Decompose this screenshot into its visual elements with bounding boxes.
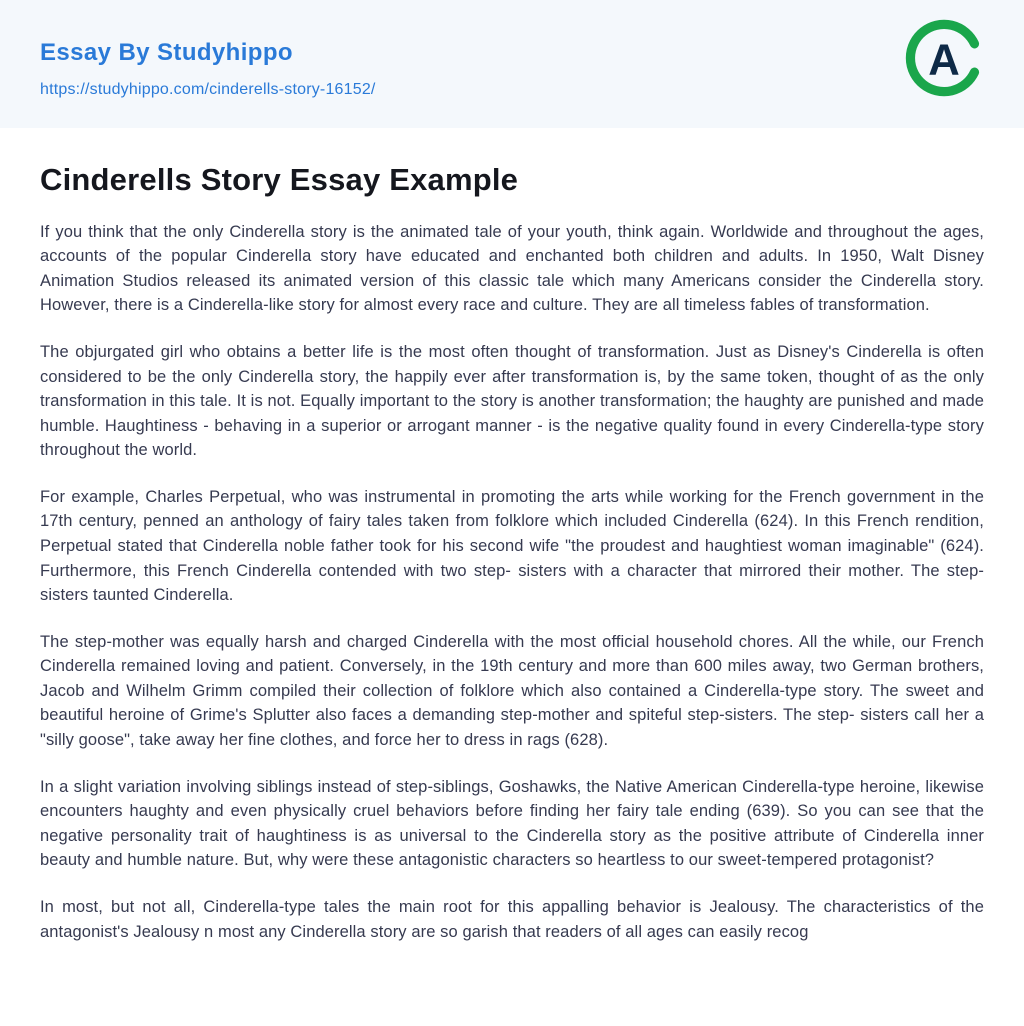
essay-paragraph: The step-mother was equally harsh and charged Cinderella with the most official household chores. All the while, our French Cinderella remained loving and patient. Conversely, in the 19th century and more than 600 miles away, two German brothers, Jacob and Wilhelm Grimm compiled their collection of folklore which also contained a Cinderella-type story. The sweet and beautiful heroine of Grime's Splutter also faces a demanding step-mother and spiteful step-sisters. The step- sisters call her a "silly goose", take away her fine clothes, and force her to dress in rags (628). [40, 632, 984, 750]
studyhippo-logo[interactable] [902, 16, 986, 100]
essay-paragraph: The objurgated girl who obtains a better life is the most often thought of transformation. Just as Disney's Cinderella is often considered to be the only Cinderella story, the happily ever after transformation is, by the same token, thought of as the only transformation in this tale. It is not. Equally important to the story is another transformation; the haughty are punished and made humble. Haughtiness - behaving in a superior or arrogant manner - is the negative quality found in every Cinderella-type story throughout the world. [40, 342, 984, 460]
logo-ring-icon [902, 16, 986, 100]
site-title: Essay By Studyhippo [40, 39, 293, 66]
essay-paragraph: If you think that the only Cinderella story is the animated tale of your youth, think again. Worldwide and throughout the ages, accounts of the popular Cinderella story have educated and enchanted both children and adults. In 1950, Walt Disney Animation Studios released its animated version of this classic tale which many Americans consider the Cinderella story. However, there is a Cinderella-like story for almost every race and culture. They are all timeless fables of transformation. [40, 222, 984, 315]
essay-paragraph: In most, but not all, Cinderella-type tales the main root for this appalling behavior is Jealousy. The characteristics of the antagonist's Jealousy n most any Cinderella story are so garish that readers of all ages can easily recog [40, 897, 984, 941]
logo-letter: A [928, 35, 960, 85]
essay-paragraph: In a slight variation involving siblings instead of step-siblings, Goshawks, the Native American Cinderella-type heroine, likewise encounters haughty and even physically cruel behaviors before finding her fairy tale ending (639). So you can see that the negative personality trait of haughtiness is as universal to the Cinderella story as the positive attribute of Cinderella inner beauty and humble nature. But, why were these antagonistic characters so heartless to our sweet-tempered protagonist? [40, 777, 984, 870]
source-url-link[interactable]: https://studyhippo.com/cinderells-story-16152/ [40, 81, 376, 99]
essay-paragraph: For example, Charles Perpetual, who was instrumental in promoting the arts while working for the French government in the 17th century, penned an anthology of fairy tales taken from folklore which included Cinderella (624). In this French rendition, Perpetual stated that Cinderella noble father took for his second wife "the proudest and haughtiest woman imaginable" (624). Furthermore, this French Cinderella contended with two step- sisters with a character that mirrored their mother. The step-sisters taunted Cinderella. [40, 487, 984, 605]
page-header [0, 0, 1024, 128]
essay-article [0, 162, 1024, 1026]
page-title: Cinderells Story Essay Example [40, 162, 519, 197]
